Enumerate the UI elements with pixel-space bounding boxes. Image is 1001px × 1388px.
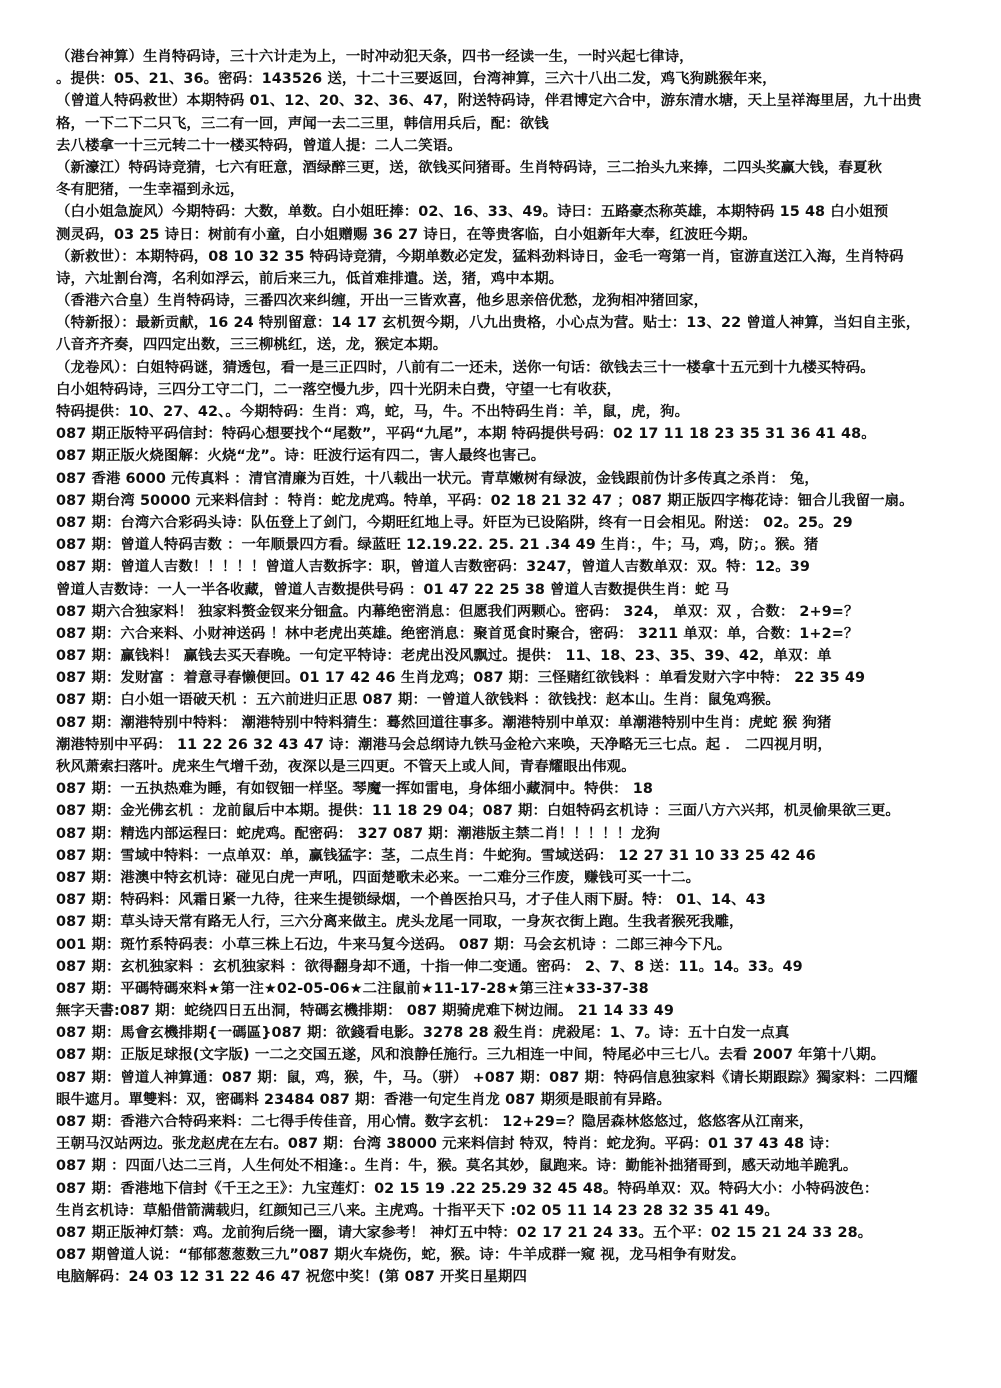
text-line: 八音齐齐奏，四四定出数，三三柳桃红，送，龙，猴定本期。 — [56, 337, 448, 354]
text-line: 087 期：玄机独家料 ：玄机独家料 ：欲得翻身却不通，十指一伸二变通。密码： 2、7、8 送：11。14。33。49 — [56, 958, 803, 975]
text-line: 無字天書:087 期：蛇绕四日五出洞，特碼玄機排期： 087 期骑虎难下树边闹。 21 14 33 49 — [56, 1003, 674, 1020]
text-line: （特新报）：最新贡献，16 24 特别留意：14 17 玄机贺今期，八九出贵格，小心点为营。贴士：13、22 曾道人神算，当妇自主张， — [56, 315, 921, 332]
text-line: 087 期曾道人说：“郁郁葱葱数三九”087 期火车烧伤，蛇，猴。诗：牛羊成群一窥 视，龙马相争有财发。 — [56, 1247, 746, 1264]
text-line: 087 期：潮港特别中特料： 潮港特别中特料猜生：蓦然回道往事多。潮港特别中单双：单潮港特别中生肖：虎蛇 猴 狗猪 — [56, 714, 832, 731]
text-line: 087 期：港澳中特玄机诗：碰见白虎一声吼，四面楚歌未必来。一二难分三作废，赚钱可买一十二。 — [56, 869, 701, 886]
text-line: 087 期：草头诗天常有路无人行，三六分离来做主。虎头龙尾一同取，一身灰衣街上跑。生我者猴死我雕， — [56, 914, 744, 931]
text-line: 001 期：斑竹系特码表：小草三株上石边，牛来马复今送码。 087 期：马会玄机诗 ：二郎三神今下凡。 — [56, 936, 732, 953]
text-line: 087 香港 6000 元传真料 ：清官清廉为百姓，十八载出一状元。青草嫩树有绿波，金钱跟前伪计多传真之杀肖： 兔， — [56, 470, 819, 487]
text-line: 白小姐特码诗，三四分工守二门，二一落空慢九步，四十光阴未白费，守望一七有收获， — [56, 381, 622, 398]
text-line: 087 期：香港地下信封《千王之王》：九宝莲灯：02 15 19 .22 25.29 32 45 48。特码单双：双。特码大小：小特码波色： — [56, 1180, 879, 1197]
text-line: 087 期 ：四面八达二三肖，人生何处不相逢：。生肖：牛，猴。莫名其妙，鼠跑来。诗：勤能补拙猪哥到，感天动地羊跪乳。 — [56, 1158, 858, 1175]
text-line: 087 期正版特平码信封：特码心想要找个“尾数”，平码“九尾”，本期 特码提供号码：02 17 11 18 23 35 31 36 41 48。 — [56, 426, 876, 443]
text-line: 087 期：香港六合特码来料：二七得手传佳音，用心情。数字玄机： 12+29=？隐居森林悠悠过，悠悠客从江南来， — [56, 1114, 814, 1130]
text-line: 。提供：05、21、36。密码：143526 送，十二十三要返回，台湾神算，三六十八出二发，鸡飞狗跳猴年来， — [56, 71, 777, 88]
text-line: 王朝马汉站两边。张龙赵虎在左右。087 期：台湾 38000 元来料信封 特双，特肖：蛇龙狗。平码：01 37 43 48 诗： — [56, 1136, 839, 1153]
text-line: 087 期正版神灯禁：鸡。龙前狗后绕一圈，请大家参考！ 神灯五中特：02 17 21 24 33。五个平：02 15 21 24 33 28。 — [56, 1224, 873, 1241]
text-line: 087 期：特码料：风霜日紧一九待，往来生提锁绿烟，一个兽医抬只马，才子佳人雨下厨。特： 01、14、43 — [56, 892, 766, 909]
text-line: （港台神算）生肖特码诗，三十六计走为上，一时冲动犯天条，四书一经读一生，一时兴起七律诗， — [56, 49, 694, 65]
text-line: 诗，六址割台湾，名利如浮云，前后来三九，低首难排遣。送，猪，鸡中本期。 — [56, 270, 564, 287]
text-line: 087 期台湾 50000 元来料信封 ：特肖：蛇龙虎鸡。特单，平码：02 18 21 32 47 ；087 期正版四字梅花诗：钿合儿我留一扇。 — [56, 492, 914, 509]
text-line: 眼牛遮月。單雙料：双，密碼料 23484 087 期：香港一句定生肖龙 087 期须是眼前有异路。 — [56, 1091, 671, 1108]
text-line: 087 期：台湾六合彩码头诗：队伍登上了剑门，今期旺红地上寻。奸臣为已设陷阱，终有一日会相见。附送： 02。25。29 — [56, 514, 853, 531]
text-line: 087 期：精选内部运程曰：蛇虎鸡。配密码： 327 087 期：潮港版主禁二肖！！！！！龙狗 — [56, 825, 661, 842]
text-line: （曾道人特码救世）本期特码 01、12、20、32、36、47，附送特码诗，伴君博定六合中，游东清水塘，天上呈祥海里居，九十出贵 — [56, 93, 922, 110]
text-line: 087 期：白小姐一语破天机 ：五六前进归正思 087 期：一曾道人欲钱料 ：欲钱找：赵本山。生肖：鼠兔鸡猴。 — [56, 692, 780, 709]
text-line: （新救世）：本期特码，08 10 32 35 特码诗竞猜，今期单数必定发，猛料劲料诗日，金毛一弯第一肖，宦游直送江入海，生肖特码 — [56, 248, 904, 265]
text-line: （新濠江）特码诗竞猜，七六有旺意，酒绿醉三更，送，欲钱买问猪哥。生肖特码诗，三二抬头九来捧，二四头奖赢大钱，春夏秋 — [56, 159, 882, 176]
text-line: 测灵码，03 25 诗日：树前有小童，白小姐赠赐 36 27 诗日，在等贵客临，白小姐新年大奉，红波旺今期。 — [56, 226, 757, 243]
text-line: （香港六合皇）生肖特码诗，三番四次来纠缠，开出一三皆欢喜，他乡思亲倍优愁，龙狗相冲猪回家， — [56, 293, 709, 310]
text-line: 潮港特别中平码： 11 22 26 32 43 47 诗：潮港马会总纲诗九铁马金枪六来唤，天净略无三七点。起 ． 二四视月明， — [56, 736, 832, 753]
text-line: 087 期：曾道人吉数！！！！！曾道人吉数拆字：职，曾道人吉数密码：3247，曾道人吉数单双：双。特：12。39 — [56, 559, 810, 576]
text-line: 087 期：正版足球报(文字版) 一二之交国五遂，风和浪静任施行。三九相连一中间，特尾必中三七八。去看 2007 年第十八期。 — [56, 1047, 886, 1064]
text-line: 087 期：六合来料、小财神送码 ！林中老虎出英雄。绝密消息：聚首觅食时聚合，密码： 3211 单双：单，合数：1+2=？ — [56, 625, 859, 642]
text-line: 秋风萧索扫落叶。虎来生气增千劲，夜深以是三四更。不管天上或人间，青春耀眼出伟观。 — [56, 759, 636, 775]
text-line: 曾道人吉数诗：一人一半各收藏，曾道人吉数提供号码 ：01 47 22 25 38 曾道人吉数提供生肖：蛇 马 — [56, 581, 730, 598]
text-line: 去八楼拿一十三元转二十一楼买特码，曾道人提：二人二笑语。 — [56, 137, 462, 154]
text-line: 087 期：曾道人神算通：087 期：鼠，鸡，猴，牛，马。（骈） +087 期：087 期：特码信息独家料《请长期跟踪》獨家料：二四耀 — [56, 1069, 918, 1086]
text-line: 087 期：雪域中特料：一点单双：单，赢钱猛字：茎，二点生肖：牛蛇狗。雪域送码： 12 27 31 10 33 25 42 46 — [56, 847, 816, 864]
text-line: 087 期六合独家料！ 独家料赘金钗来分钿盒。内幕绝密消息：但愿我们两颗心。密码： 324， 单双：双 ，合数： 2+9=？ — [56, 603, 859, 620]
text-line: 087 期：金光佛玄机 ：龙前鼠后中本期。提供：11 18 29 04；087 期：白姐特码玄机诗 ：三面八方六兴邦，机灵偷果欲三更。 — [56, 803, 900, 820]
text-line: 087 期正版火烧图解：火烧“龙”。诗：旺波行运有四二，害人最终也害己。 — [56, 448, 546, 465]
text-line: 087 期：曾道人特码吉数 ：一年顺景四方看。绿蓝旺 12.19.22. 25. 21 .34 49 生肖：，牛；马，鸡，防；。猴。猪 — [56, 537, 819, 554]
text-line: 087 期：发财富 ：着意寻春懒便回。01 17 42 46 生肖龙鸡；087 期：三怪赌红欲钱料 ：单看发财六字中特： 22 35 49 — [56, 670, 866, 687]
text-line: 冬有肥猪，一生幸福到永远， — [56, 182, 245, 199]
text-line: （龙卷风）：白姐特码谜，猜透包，看一是三正四时，八前有二一还未，送你一句话：欲钱去三十一楼拿十五元到十九楼买特码。 — [56, 359, 875, 376]
text-line: （白小姐急旋风）今期特码：大数，单数。白小姐旺捧：02、16、33、49。诗曰：五路豪杰称英雄，本期特码 15 48 白小姐预 — [56, 204, 889, 221]
text-line: 格，一下二下二只飞，三二有一回，声闻一去二三里，韩信用兵后，配：欲钱 — [56, 115, 549, 132]
text-line: 电脑解码：24 03 12 31 22 46 47 祝您中奖！(第 087 开奖日星期四 — [56, 1269, 527, 1286]
text-line: 087 期：馬會玄機排期{一碼區}087 期：欲錢看电影。3278 28 殺生肖：虎殺尾：1、7。诗：五十白发一点真 — [56, 1025, 790, 1042]
text-line: 生肖玄机诗：草船借箭满载归，红颜知己三八来。主虎鸡。十指平天下 :02 05 11 14 23 28 32 35 41 49。 — [56, 1202, 779, 1219]
text-line: 087 期：一五执热难为睡，有如钗钿一样坚。琴魔一挥如雷电，身体细小藏洞中。特供： 18 — [56, 781, 653, 798]
text-line: 087 期：赢钱料！ 赢钱去买天春晚。一句定平特诗：老虎出没风飘过。提供： 11、18、23、35、39、42，单双：单 — [56, 648, 832, 665]
text-line: 特码提供：10、27、42、。今期特码：生肖：鸡，蛇，马，牛。不出特码生肖：羊，鼠，虎，狗。 — [56, 404, 690, 420]
text-line: 087 期：平碼特碼來料★第一注★02-05-06★二注鼠前★11-17-28★第三注★33-37-38 — [56, 980, 649, 997]
